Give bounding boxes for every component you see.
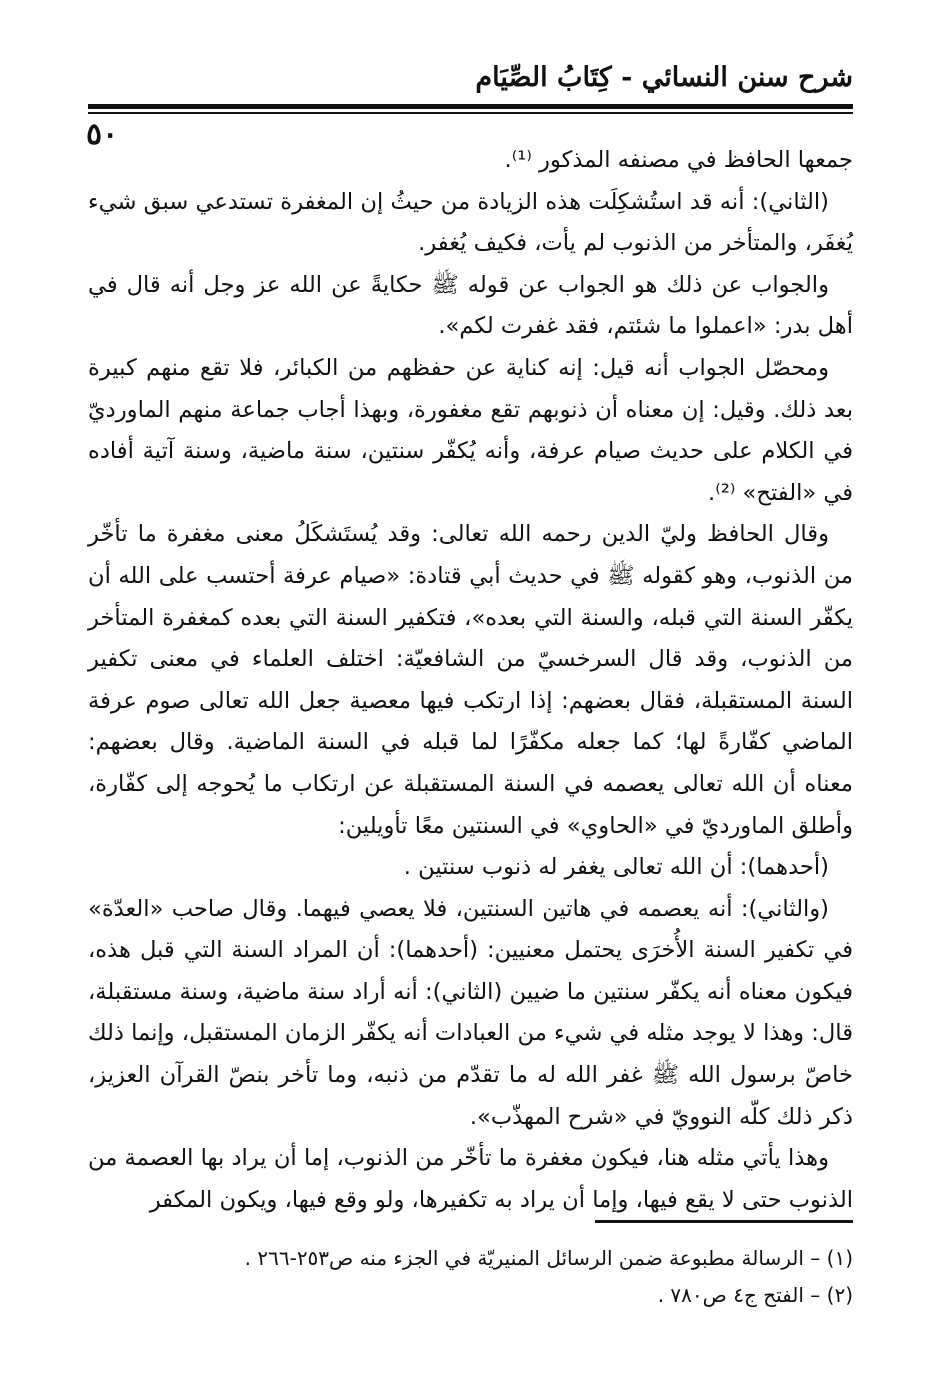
paragraph: (والثاني): أنه يعصمه في هاتين السنتين، فلا يعصي فيهما. وقال صاحب «العدّة» في تكفير السنة الأُخرَى يحتمل معنيين: (أحدهما): أن المراد السنة التي قبل هذه، فيكون معناه أنه يكفّر سنتين ما ضيين (الثاني): أنه أراد سنة ماضية، وسنة مستقبلة، قال: وهذا لا يوجد مثله في شيء من العبادات أنه يكفّر الزمان المستقبل، وإنما ذلك خاصّ برسول الله ﷺ غفر الله له ما تقدّم من ذنبه، وما تأخر بنصّ القرآن العزيز، ذكر ذلك كلّه النوويّ في «شرح المهذّب». <box>88 895 853 1130</box>
footnotes <box>88 1240 853 1314</box>
main-text <box>88 140 853 1221</box>
header-rule-thick <box>88 104 853 109</box>
footnote: (٢) – الفتح ج٤ ص٧٨٠ . <box>657 1283 853 1307</box>
page-number: ٥٠ <box>86 117 119 152</box>
header-rule-thin <box>88 112 853 114</box>
paragraph: وهذا يأتي مثله هنا، فيكون مغفرة ما تأخّر من الذنوب، إما أن يراد بها العصمة من الذنوب حتى لا يقع فيها، وإما أن يراد به تكفيرها، ولو وقع فيها، ويكون المكفر <box>88 1145 853 1213</box>
running-title: شرح سنن النسائي - كِتَابُ الصِّيَام <box>475 62 853 93</box>
paragraph: والجواب عن ذلك هو الجواب عن قوله ﷺ حكايةً عن الله عز وجل أنه قال في أهل بدر: «اعملوا ما شئتم، فقد غفرت لكم». <box>88 271 853 340</box>
footnote: (١) – الرسالة مطبوعة ضمن الرسائل المنيريّة في الجزء منه ص٢٥٣-٢٦٦ . <box>244 1246 853 1270</box>
paragraph: جمعها الحافظ في مصنفه المذكور ⁽¹⁾. <box>504 147 853 173</box>
paragraph: وقال الحافظ وليّ الدين رحمه الله تعالى: وقد يُستَشكَلُ معنى مغفرة ما تأخّر من الذنوب، وهو كقوله ﷺ في حديث أبي قتادة: «صيام عرفة أحتسب على الله أن يكفّر السنة التي قبله، والسنة التي بعده»، فتكفير السنة التي بعده كمغفرة المتأخر من الذنوب، وقد قال السرخسيّ من الشافعيّة: اختلف العلماء في معنى تكفير السنة المستقبلة، فقال بعضهم: إذا ارتكب فيها معصية جعل الله تعالى صوم عرفة الماضي كفّارةً لها؛ كما جعله مكفّرًا لما قبله في السنة الماضية. وقال بعضهم: معناه أن الله تعالى يعصمه في السنة المستقبلة عن ارتكاب ما يُحوجه إلى كفّارة، وأطلق الماورديّ في «الحاوي» في السنتين معًا تأويلين: <box>88 521 853 839</box>
footnote-separator <box>595 1220 853 1223</box>
paragraph: (أحدهما): أن الله تعالى يغفر له ذنوب سنتين . <box>403 854 829 881</box>
paragraph: (الثاني): أنه قد استُشكِلَت هذه الزيادة من حيثُ إن المغفرة تستدعي سبق شيء يُغفَر، والمتأخر من الذنوب لم يأت، فكيف يُغفر. <box>88 188 853 257</box>
paragraph: ومحصّل الجواب أنه قيل: إنه كناية عن حفظهم من الكبائر، فلا تقع منهم كبيرة بعد ذلك. وقيل: إن معناه أن ذنوبهم تقع مغفورة، وبهذا أجاب جماعة منهم الماورديّ في الكلام على حديث صيام عرفة، وأنه يُكفّر سنتين، سنة ماضية، وسنة آتية أفاده في «الفتح» ⁽²⁾. <box>88 354 853 506</box>
